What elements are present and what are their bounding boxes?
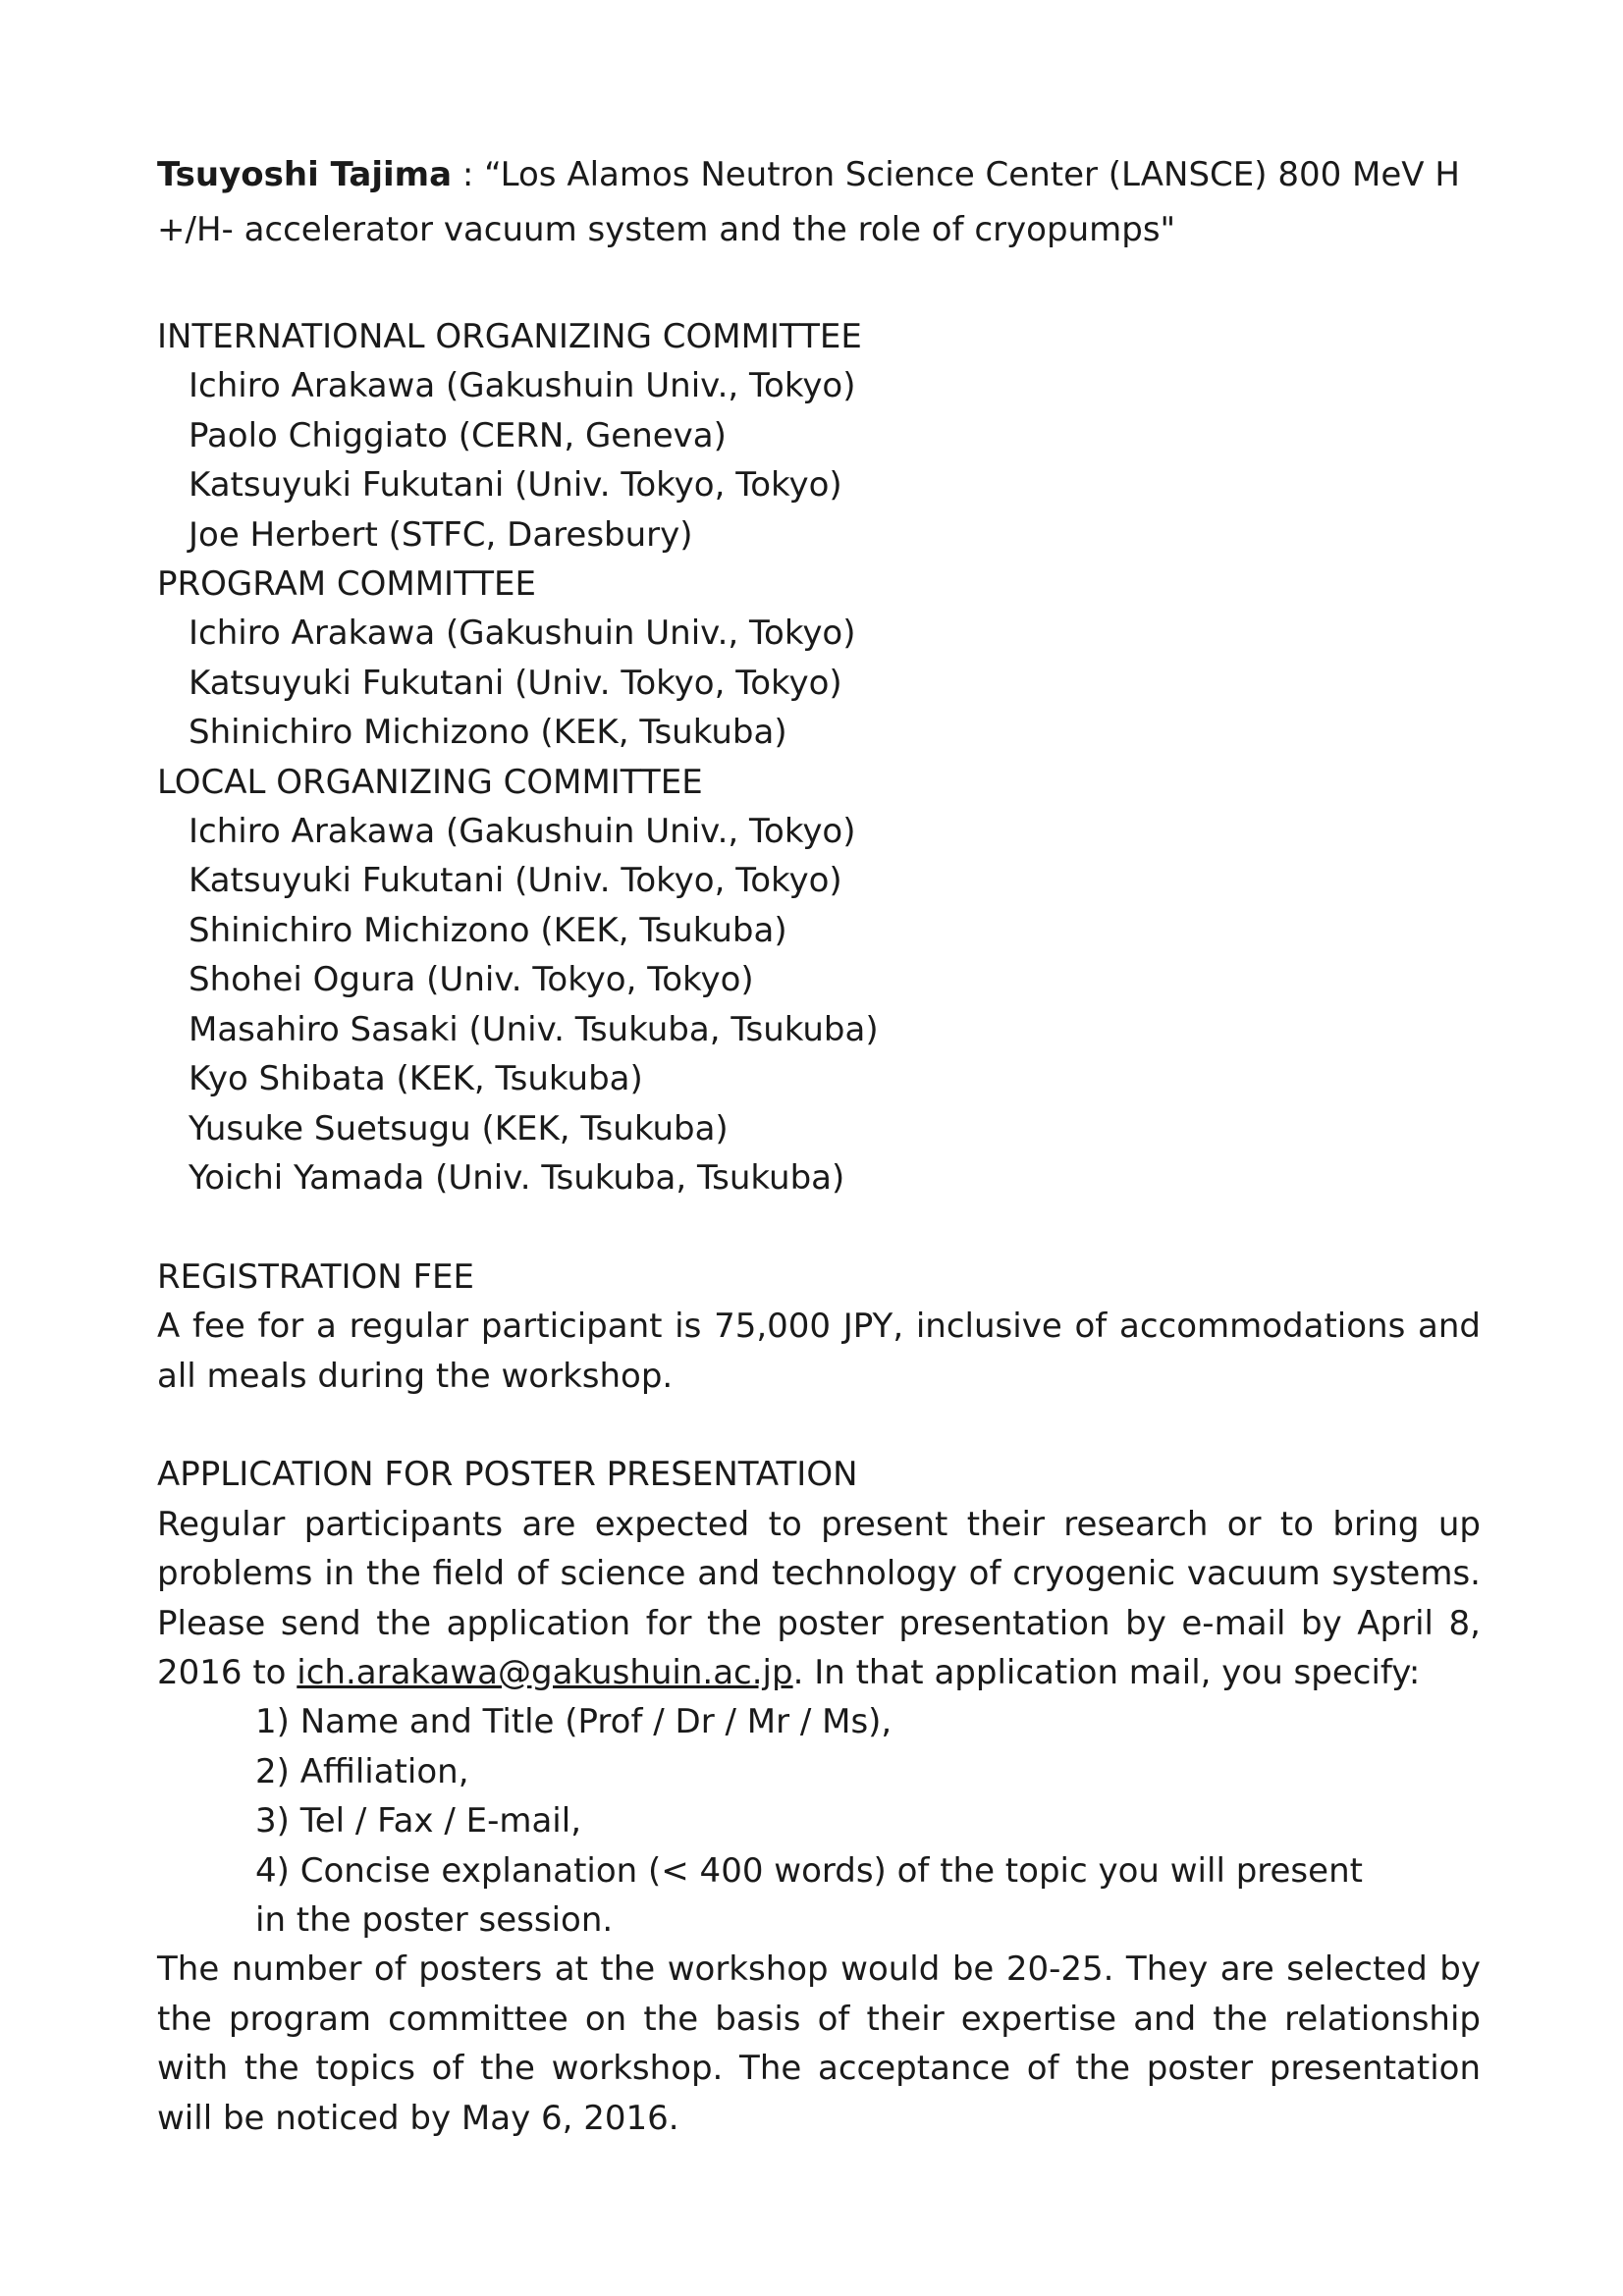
speaker-name: Tsuyoshi Tajima bbox=[157, 155, 453, 194]
poster-intro-text: Regular participants are expected to present their research or to bring up problems in the field of science and technology of cryogenic vacuum systems. Please send the application for the poster presentation by e-mail by April 8, 2016 to bbox=[157, 1504, 1481, 1692]
section-heading: LOCAL ORGANIZING COMMITTEE bbox=[157, 762, 703, 802]
local-committee bbox=[157, 758, 1481, 1203]
committee-member: Katsuyuki Fukutani (Univ. Tokyo, Tokyo) bbox=[189, 663, 842, 703]
document-page bbox=[157, 147, 1481, 2143]
committee-member: Ichiro Arakawa (Gakushuin Univ., Tokyo) bbox=[189, 366, 856, 406]
poster-intro-tail: . In that application mail, you specify: bbox=[792, 1652, 1421, 1692]
committee-member: Joe Herbert (STFC, Daresbury) bbox=[189, 514, 693, 555]
spacer bbox=[157, 1401, 1481, 1450]
committee-member: Shinichiro Michizono (KEK, Tsukuba) bbox=[189, 713, 787, 753]
committee-member: Katsuyuki Fukutani (Univ. Tokyo, Tokyo) bbox=[189, 861, 842, 901]
talk-title: “Los Alamos Neutron Science Center (LANSCE) 800 MeV H +/H- accelerator vacuum system and the role of cryopumps" bbox=[157, 155, 1460, 249]
list-item-continuation: in the poster session. bbox=[255, 1899, 614, 1940]
international-committee bbox=[157, 312, 1481, 560]
speaker-separator: : bbox=[452, 155, 485, 194]
program-committee bbox=[157, 560, 1481, 758]
section-heading: REGISTRATION FEE bbox=[157, 1256, 475, 1297]
committee-member: Ichiro Arakawa (Gakushuin Univ., Tokyo) bbox=[189, 614, 856, 654]
list-item: 3) Tel / Fax / E-mail, bbox=[255, 1801, 581, 1842]
committee-member: Ichiro Arakawa (Gakushuin Univ., Tokyo) bbox=[189, 812, 856, 852]
committee-member: Katsuyuki Fukutani (Univ. Tokyo, Tokyo) bbox=[189, 465, 842, 506]
committee-member: Shinichiro Michizono (KEK, Tsukuba) bbox=[189, 910, 787, 950]
committee-member: Yusuke Suetsugu (KEK, Tsukuba) bbox=[189, 1108, 729, 1148]
talk-entry bbox=[157, 147, 1481, 257]
registration-text: A fee for a regular participant is 75,000 JPY, inclusive of accommodations and all meals during the workshop. bbox=[157, 1307, 1481, 1396]
section-heading: APPLICATION FOR POSTER PRESENTATION bbox=[157, 1455, 858, 1495]
registration-section bbox=[157, 1253, 1481, 1401]
list-item: 2) Affiliation, bbox=[255, 1751, 469, 1791]
committee-member: Kyo Shibata (KEK, Tsukuba) bbox=[189, 1059, 643, 1099]
contact-email-link[interactable]: ich.arakawa@gakushuin.ac.jp bbox=[297, 1652, 793, 1692]
poster-closing: The number of posters at the workshop would be 20-25. They are selected by the program committee on the basis of their expertise and the relationship with the topics of the workshop. The acceptance of the poster presentation will be noticed by May 6, 2016. bbox=[157, 1949, 1481, 2138]
committee-member: Yoichi Yamada (Univ. Tsukuba, Tsukuba) bbox=[189, 1157, 845, 1198]
spacer bbox=[157, 1202, 1481, 1252]
poster-intro bbox=[157, 1500, 1481, 1698]
list-item: 4) Concise explanation (< 400 words) of the topic you will present bbox=[255, 1850, 1363, 1891]
poster-section bbox=[157, 1450, 1481, 2143]
section-heading: INTERNATIONAL ORGANIZING COMMITTEE bbox=[157, 317, 862, 356]
committee-member: Paolo Chiggiato (CERN, Geneva) bbox=[189, 415, 727, 455]
committee-member: Shohei Ogura (Univ. Tokyo, Tokyo) bbox=[189, 960, 754, 1000]
section-heading: PROGRAM COMMITTEE bbox=[157, 564, 536, 605]
list-item: 1) Name and Title (Prof / Dr / Mr / Ms), bbox=[255, 1702, 893, 1742]
committee-member: Masahiro Sasaki (Univ. Tsukuba, Tsukuba) bbox=[189, 1009, 879, 1049]
